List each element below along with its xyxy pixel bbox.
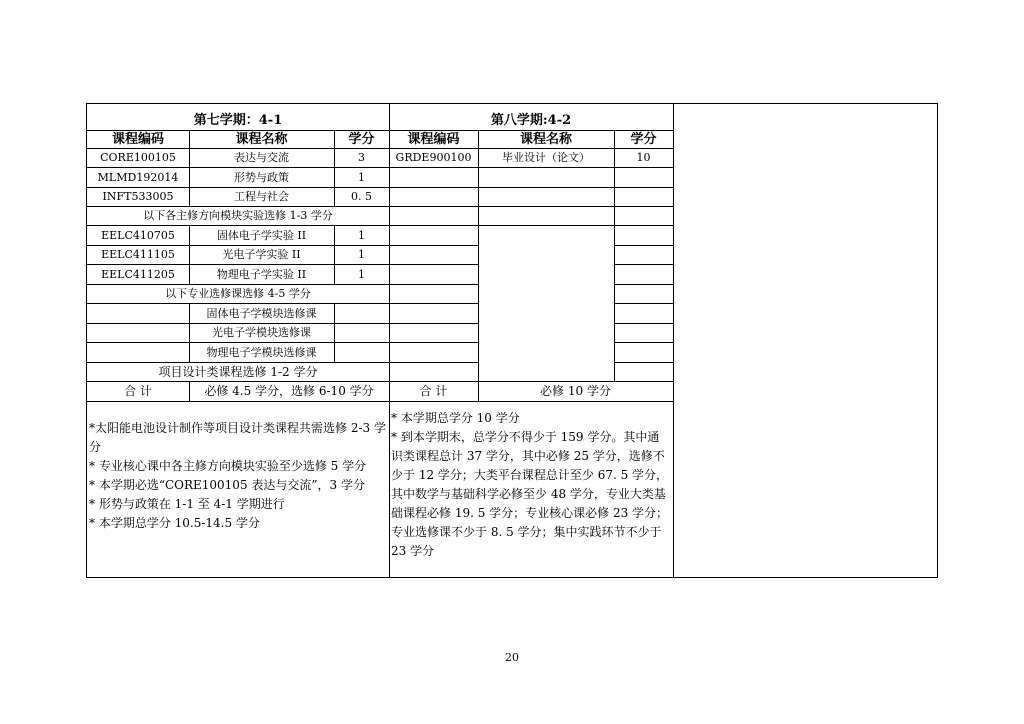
sem8-hline — [389, 167, 673, 168]
elective-module: 光电子学模块选修课 — [212, 326, 311, 339]
sem8-hline — [389, 323, 478, 324]
note-line: *太阳能电池设计制作等项目设计类课程共需选修 2-3 学分 — [89, 421, 386, 454]
elective-module: 固体电子学模块选修课 — [206, 307, 317, 320]
course-credit: 1 — [358, 248, 365, 261]
course-credit: 3 — [358, 151, 365, 164]
sem7-hline — [87, 323, 389, 324]
sem8-header-name: 课程名称 — [519, 132, 572, 147]
course-name: 物理电子学实验 II — [216, 268, 307, 281]
page-number: 20 — [505, 651, 519, 664]
sem7-hline — [87, 401, 389, 402]
sem8-hline — [389, 206, 673, 207]
total-value: 必修 10 学分 — [540, 384, 611, 398]
total-label: 合 计 — [419, 384, 448, 398]
sem7-hline — [87, 284, 389, 285]
sem8-hline — [614, 303, 673, 304]
sem7-hline — [87, 187, 389, 188]
sem7-hline — [87, 381, 389, 382]
sem8-hline — [389, 187, 673, 188]
total-value: 必修 4.5 学分，选修 6-10 学分 — [204, 384, 374, 398]
course-credit: 1 — [358, 171, 365, 184]
sem8-hline — [614, 362, 673, 363]
divider-sem8-blank — [673, 104, 674, 578]
sem8-hline — [614, 323, 673, 324]
sem7-hline — [87, 130, 389, 131]
sem8-hline — [614, 264, 673, 265]
sem7-title: 第七学期：4-1 — [193, 113, 283, 128]
sem8-hline — [389, 225, 673, 226]
course-name: 毕业设计（论文） — [502, 151, 590, 164]
sem7-hline — [87, 225, 389, 226]
course-code: EELC410705 — [101, 229, 175, 242]
sem8-hline — [614, 245, 673, 246]
note-line: * 形势与政策在 1-1 至 4-1 学期进行 — [89, 497, 285, 511]
course-credit: 0. 5 — [351, 190, 372, 203]
sem7-header-code: 课程编码 — [111, 132, 164, 147]
course-name: 工程与社会 — [234, 190, 289, 203]
sem7-header-credit: 学分 — [348, 132, 375, 147]
sem8-hline — [389, 130, 673, 131]
sem8-vline — [478, 130, 479, 381]
project-note: 项目设计类课程选修 1-2 学分 — [158, 365, 318, 379]
course-name: 形势与政策 — [234, 171, 289, 184]
sem7-hline — [87, 362, 389, 363]
sem8-hline — [389, 284, 478, 285]
note-line: * 专业核心课中各主修方向模块实验至少选修 5 学分 — [89, 459, 367, 473]
sem8-hline — [614, 284, 673, 285]
sem7-hline — [87, 245, 389, 246]
course-name: 光电子学实验 II — [222, 248, 301, 261]
course-name: 固体电子学实验 II — [216, 229, 307, 242]
elective-module: 物理电子学模块选修课 — [206, 346, 317, 359]
note-line: * 本学期总学分 10.5-14.5 学分 — [89, 516, 260, 530]
sem8-hline — [389, 264, 478, 265]
sem7-vline — [334, 303, 335, 362]
sem7-hline — [87, 303, 389, 304]
course-code: EELC411105 — [101, 248, 175, 261]
course-credit: 10 — [636, 151, 651, 164]
sem8-notes — [391, 409, 671, 561]
sem8-hline — [389, 303, 478, 304]
sem8-hline — [389, 362, 478, 363]
course-code: GRDE900100 — [395, 151, 472, 164]
course-name: 表达与交流 — [234, 151, 289, 164]
sem7-header-name: 课程名称 — [235, 132, 288, 147]
course-credit: 1 — [358, 229, 365, 242]
sem7-hline — [87, 167, 389, 168]
sem7-hline — [87, 264, 389, 265]
sem7-hline — [87, 206, 389, 207]
sem8-vline — [614, 130, 615, 381]
course-code: MLMD192014 — [97, 171, 179, 184]
sem8-hline — [389, 381, 673, 382]
sem8-hline — [389, 148, 673, 149]
curriculum-table — [86, 103, 938, 578]
course-code: CORE100105 — [100, 151, 176, 164]
sem8-hline — [389, 245, 478, 246]
sem8-hline — [389, 401, 673, 402]
divider-sem7-sem8 — [389, 104, 390, 578]
course-credit: 1 — [358, 268, 365, 281]
sem8-hline — [614, 342, 673, 343]
sem8-header-code: 课程编码 — [407, 132, 460, 147]
sem7-notes — [89, 419, 387, 533]
course-code: INFT533005 — [102, 190, 174, 203]
sem8-hline — [389, 342, 478, 343]
sem8-header-credit: 学分 — [630, 132, 657, 147]
module-note: 以下各主修方向模块实验选修 1-3 学分 — [143, 209, 333, 222]
note-line: * 到本学期末，总学分不得少于 159 学分。其中通识类课程总计 37 学分，其中必修 25 学分，选修不少于 12 学分；大类平台课程总计至少 67. 5 学分，其中数学与基础科学必修至少 48 学分，专业大类基础课程必修 19. 5 学分；专业核心课必修 23 学分；专业选修课不少于 8. 5 学分；集中实践环节不少于 23 学分 — [391, 430, 669, 558]
course-code: EELC411205 — [101, 268, 175, 281]
note-line: * 本学期总学分 10 学分 — [391, 411, 520, 425]
sem8-title: 第八学期:4-2 — [490, 113, 572, 128]
elective-note: 以下专业选修课选修 4-5 学分 — [165, 287, 311, 300]
sem7-hline — [87, 342, 389, 343]
sem7-hline — [87, 148, 389, 149]
note-line: * 本学期必选“CORE100105 表达与交流”，3 学分 — [89, 478, 365, 492]
total-label: 合 计 — [124, 384, 152, 398]
